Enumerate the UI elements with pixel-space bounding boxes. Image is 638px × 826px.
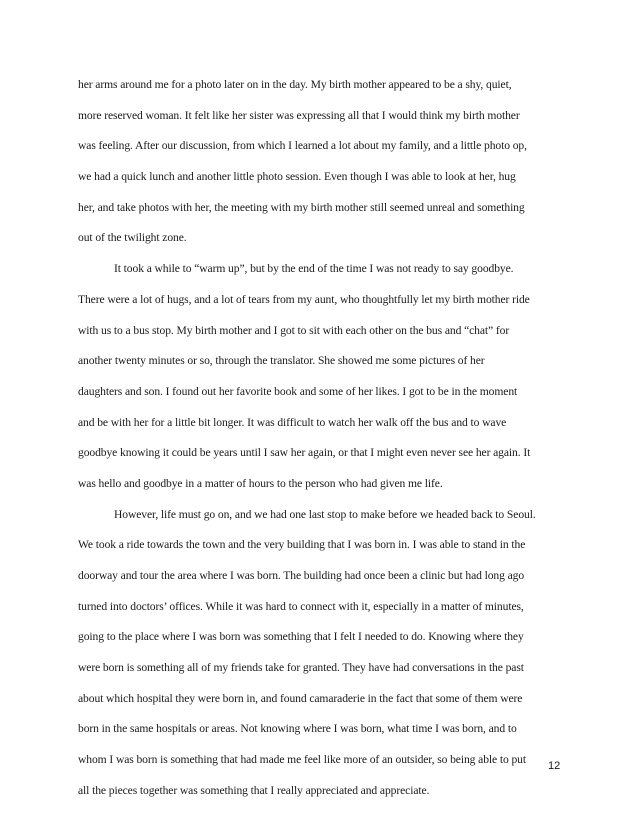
- text-line: with us to a bus stop. My birth mother and I got to sit with each other on the bus and “chat” for: [78, 323, 510, 337]
- text-line: her arms around me for a photo later on in the day. My birth mother appeared to be a shy, quiet,: [78, 78, 512, 91]
- text-line: out of the twilight zone.: [78, 231, 187, 245]
- text-line: about which hospital they were born in, and found camaraderie in the fact that some of them were: [78, 691, 523, 705]
- paragraph-start-line: However, life must go on, and we had one last stop to make before we headed back to Seoul.: [114, 507, 536, 521]
- paragraph-start-line: It took a while to “warm up”, but by the end of the time I was not ready to say goodbye.: [114, 262, 514, 276]
- text-line: born in the same hospitals or areas. Not knowing where I was born, what time I was born, and to: [78, 722, 517, 736]
- text-line: another twenty minutes or so, through the translator. She showed me some pictures of her: [78, 354, 485, 368]
- text-line: was hello and goodbye in a matter of hours to the person who had given me life.: [78, 476, 443, 490]
- text-line: her, and take photos with her, the meeting with my birth mother still seemed unreal and something: [78, 200, 525, 214]
- body-text: [78, 70, 568, 807]
- text-line: and be with her for a little bit longer. It was difficult to watch her walk off the bus and to wave: [78, 415, 507, 429]
- text-line: we had a quick lunch and another little photo session. Even though I was able to look at her, hug: [78, 170, 516, 184]
- page-number: 12: [548, 760, 561, 772]
- text-line: doorway and tour the area where I was born. The building had once been a clinic but had long ago: [78, 569, 525, 582]
- text-line: turned into doctors’ offices. While it was hard to connect with it, especially in a matter of minutes,: [78, 599, 524, 613]
- text-line: We took a ride towards the town and the very building that I was born in. I was able to stand in the: [78, 538, 526, 552]
- text-line: more reserved woman. It felt like her sister was expressing all that I would think my birth mother: [78, 108, 520, 122]
- text-line: going to the place where I was born was something that I felt I needed to do. Knowing where they: [78, 630, 524, 644]
- text-line: goodbye knowing it could be years until I saw her again, or that I might even never see her again. It: [78, 446, 531, 460]
- text-line: whom I was born is something that had made me feel like more of an outsider, so being able to put: [78, 753, 527, 767]
- text-line: daughters and son. I found out her favorite book and some of her likes. I got to be in the moment: [78, 384, 518, 398]
- text-line: were born is something all of my friends take for granted. They have had conversations in the past: [78, 661, 524, 675]
- text-line: was feeling. After our discussion, from which I learned a lot about my family, and a little photo op,: [78, 139, 527, 153]
- text-line: all the pieces together was something that I really appreciated and appreciate.: [78, 783, 430, 797]
- text-line: There were a lot of hugs, and a lot of tears from my aunt, who thoughtfully let my birth mother ride: [78, 292, 530, 306]
